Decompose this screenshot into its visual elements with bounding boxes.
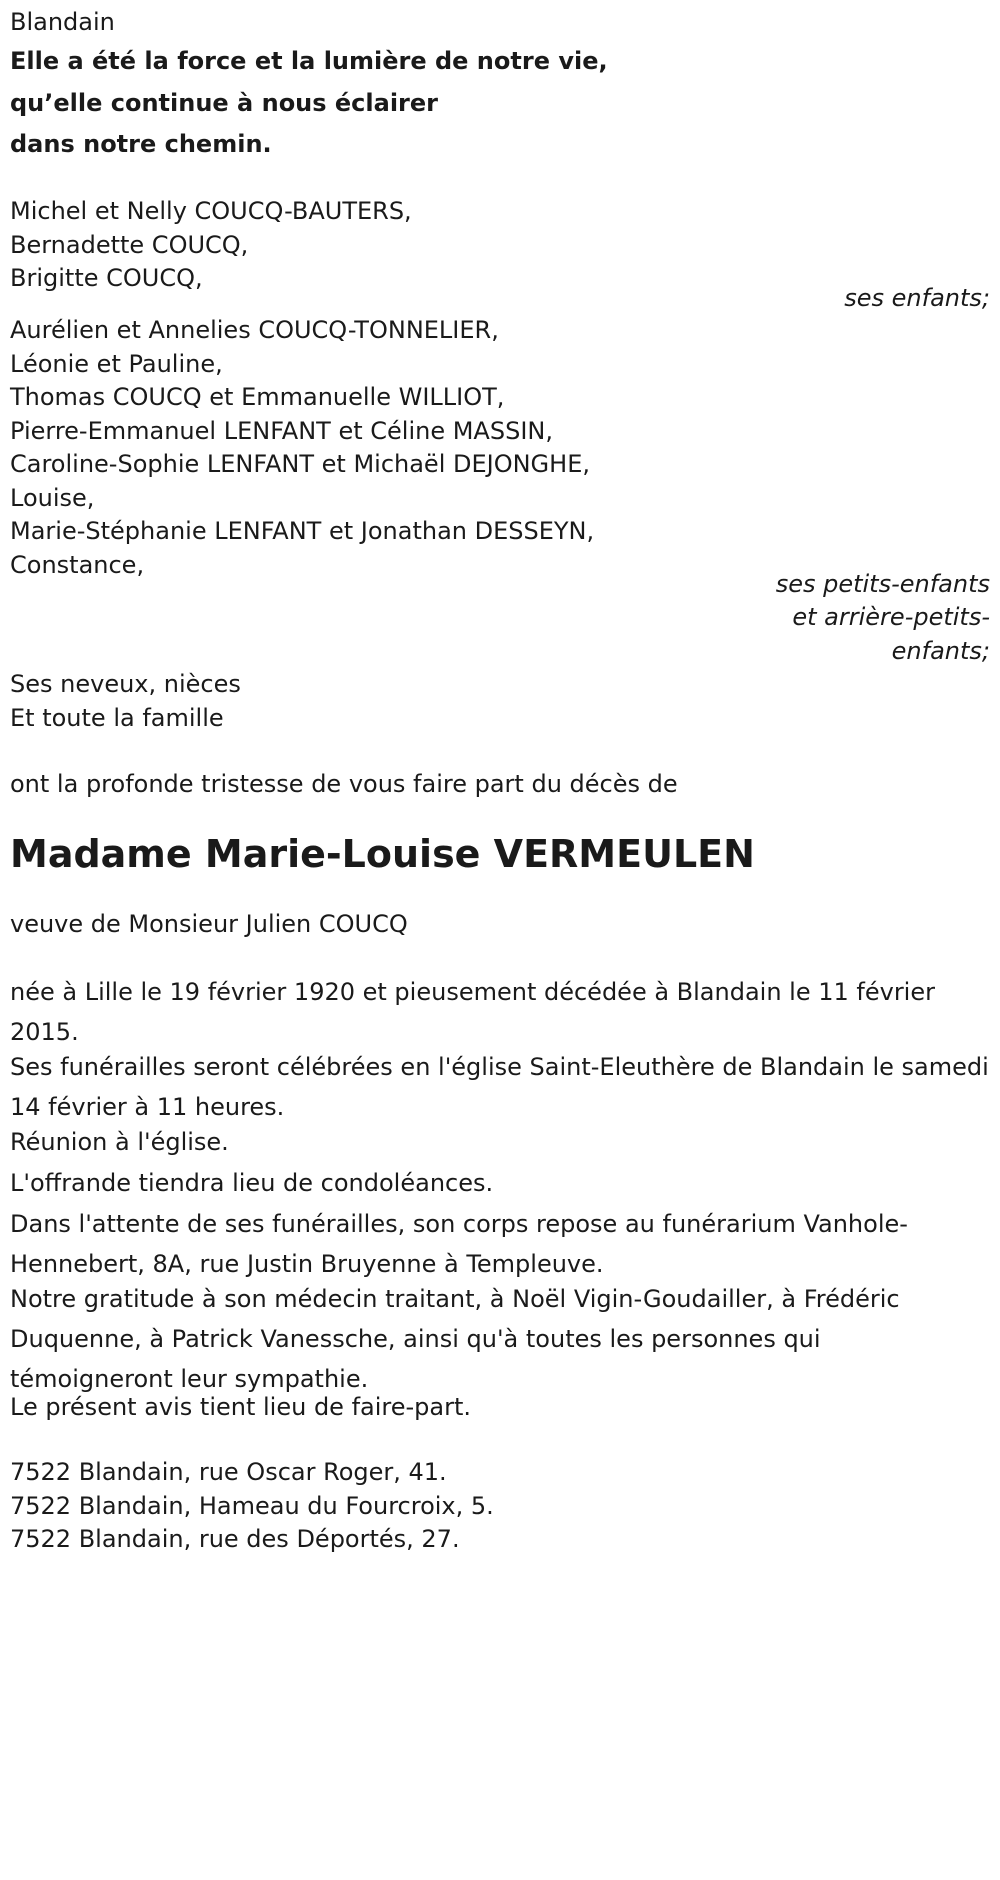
funerarium-paragraph: Dans l'attente de ses funérailles, son corps repose au funérarium Vanhole-Hennebert, 8A, rue Justin Bruyenne à Templeuve. [10, 1210, 908, 1278]
announcement-text: ont la profonde tristesse de vous faire part du décès de [10, 770, 678, 798]
quote-line-2: qu’elle continue à nous éclairer [10, 89, 439, 117]
child-line-2: Bernadette COUCQ, [10, 231, 249, 259]
grandchild-line-6: Louise, [10, 484, 95, 512]
deceased-name: Madame Marie-Louise VERMEULEN [10, 832, 755, 876]
family-line-1: Ses neveux, nièces [10, 670, 241, 698]
meeting-paragraph: Réunion à l'église. [10, 1128, 229, 1156]
address-line-1: 7522 Blandain, rue Oscar Roger, 41. [10, 1458, 447, 1486]
address-line-3: 7522 Blandain, rue des Déportés, 27. [10, 1525, 460, 1553]
grandchild-line-2: Léonie et Pauline, [10, 350, 223, 378]
gratitude-paragraph: Notre gratitude à son médecin traitant, à Noël Vigin-Goudailler, à Frédéric Duquenne, à Patrick Vanessche, ainsi qu'à toutes les personnes qui témoigneront leur sympathie. [10, 1285, 900, 1393]
address-line-2: 7522 Blandain, Hameau du Fourcroix, 5. [10, 1492, 494, 1520]
grandchildren-relation-3: enfants; [891, 637, 990, 665]
grandchild-line-5: Caroline-Sophie LENFANT et Michaël DEJONGHE, [10, 450, 590, 478]
children-relation: ses enfants; [844, 284, 990, 312]
grandchild-line-3: Thomas COUCQ et Emmanuelle WILLIOT, [10, 383, 505, 411]
widow-of-text: veuve de Monsieur Julien COUCQ [10, 910, 408, 938]
grandchildren-relation-1: ses petits-enfants [775, 570, 990, 598]
birth-death-paragraph: née à Lille le 19 février 1920 et pieusement décédée à Blandain le 11 février 2015. [10, 978, 935, 1046]
grandchildren-relation-2: et arrière-petits- [792, 603, 990, 631]
grandchild-line-7: Marie-Stéphanie LENFANT et Jonathan DESSEYN, [10, 517, 595, 545]
offering-paragraph: L'offrande tiendra lieu de condoléances. [10, 1169, 494, 1197]
child-line-1: Michel et Nelly COUCQ-BAUTERS, [10, 197, 412, 225]
family-line-2: Et toute la famille [10, 704, 224, 732]
town-label: Blandain [10, 8, 115, 36]
grandchild-line-1: Aurélien et Annelies COUCQ-TONNELIER, [10, 316, 499, 344]
quote-line-1: Elle a été la force et la lumière de notre vie, [10, 47, 608, 75]
quote-line-3: dans notre chemin. [10, 130, 272, 158]
grandchild-line-8: Constance, [10, 551, 145, 579]
child-line-3: Brigitte COUCQ, [10, 264, 203, 292]
grandchild-line-4: Pierre-Emmanuel LENFANT et Céline MASSIN, [10, 417, 553, 445]
funeral-paragraph: Ses funérailles seront célébrées en l'église Saint-Eleuthère de Blandain le samedi 14 février à 11 heures. [10, 1053, 989, 1121]
notice-paragraph: Le présent avis tient lieu de faire-part. [10, 1393, 472, 1421]
